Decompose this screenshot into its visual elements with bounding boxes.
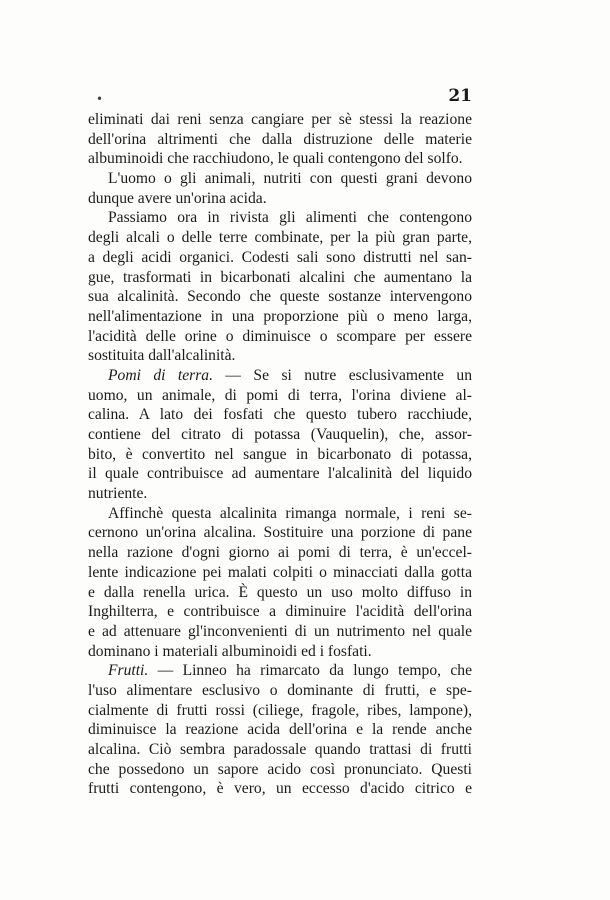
line-text: sostituita dall'alcalinità. (88, 347, 236, 365)
page-number: 21 (448, 86, 472, 106)
text-line (88, 661, 472, 681)
text-line (88, 346, 472, 366)
line-text: nutriente. (88, 485, 148, 503)
line-text: e ad attenuare gl'inconvenienti di un nutrimento nel quale (88, 622, 472, 640)
line-text: Affinchè questa alcalinita rimanga normale, i reni se- (108, 504, 472, 522)
body-text (88, 110, 472, 799)
text-line (88, 543, 472, 563)
text-line (88, 523, 472, 543)
section-heading: Pomi di terra. (108, 366, 213, 384)
text-line (88, 189, 472, 209)
text-line (88, 130, 472, 150)
line-text: frutti contengono, è vero, un eccesso d'acido citrico e (88, 780, 472, 798)
page-mark: • (96, 92, 104, 106)
text-line (88, 602, 472, 622)
line-text: degli alcali o delle terre combinate, per la più gran parte, (88, 229, 472, 247)
section-heading: Frutti. (108, 662, 149, 680)
line-text: nell'alimentazione in una proporzione più o meno larga, (88, 307, 472, 325)
text-line (88, 642, 472, 662)
page-header (88, 86, 472, 108)
line-text: lente indicazione pei malati colpiti o minacciati dalla gotta (88, 563, 472, 581)
text-line (88, 760, 472, 780)
line-text: — Se si nutre esclusivamente un (212, 366, 472, 384)
line-text: nella razione d'ogni giorno ai pomi di terra, è un'eccel- (88, 544, 472, 562)
line-text: cernono un'orina alcalina. Sostituire una porzione di pane (88, 524, 472, 542)
text-line (88, 268, 472, 288)
line-text: il quale contribuisce ad aumentare l'alcalinità del liquido (88, 465, 472, 483)
line-text: e dalla renella urica. È questo un uso molto diffuso in (88, 583, 472, 601)
line-text: eliminati dai reni senza cangiare per sè stessi la reazione (88, 111, 472, 128)
text-line (88, 779, 472, 799)
line-text: bito, è convertito nel sangue in bicarbonato di potassa, (88, 445, 472, 463)
text-line (88, 720, 472, 740)
text-line (88, 445, 472, 465)
text-line (88, 149, 472, 169)
text-line (88, 248, 472, 268)
text-line (88, 110, 472, 130)
text-line (88, 701, 472, 721)
text-line (88, 425, 472, 445)
line-text: albuminoidi che racchiudono, le quali contengono del solfo. (88, 150, 463, 168)
line-text: l'uso alimentare esclusivo o dominante di frutti, e spe- (88, 681, 472, 699)
line-text: calina. A lato dei fosfati che questo tubero racchiude, (88, 406, 472, 424)
line-text: alcalina. Ciò sembra paradossale quando trattasi di frutti (88, 741, 472, 758)
line-text: l'acidità delle orine o diminuisce o scompare per essere (88, 327, 472, 345)
text-line (88, 681, 472, 701)
line-text: a degli acidi organici. Codesti sali sono distrutti nel san- (88, 248, 472, 266)
text-line (88, 504, 472, 524)
text-line (88, 386, 472, 406)
line-text: gue, trasformati in bicarbonati alcalini che aumentano la (88, 268, 472, 286)
text-line (88, 287, 472, 307)
text-line (88, 464, 472, 484)
line-text: L'uomo o gli animali, nutriti con questi grani devono (108, 170, 472, 188)
line-text: diminuisce la reazione acida dell'orina e la rende anche (88, 721, 472, 739)
text-line (88, 307, 472, 327)
line-text: uomo, un animale, di pomi di terra, l'orina diviene al- (88, 386, 472, 404)
text-line (88, 484, 472, 504)
line-text: Inghilterra, e contribuisce a diminuire l'acidità dell'orina (88, 603, 472, 621)
line-text: sua alcalinità. Secondo che queste sostanze intervengono (88, 288, 472, 306)
text-line (88, 208, 472, 228)
text-line (88, 405, 472, 425)
line-text: — Linneo ha rimarcato da lungo tempo, che (148, 662, 472, 680)
text-line (88, 366, 472, 386)
line-text: contiene del citrato di potassa (Vauquelin), che, assor- (88, 426, 472, 443)
line-text: cialmente di frutti rossi (ciliege, fragole, ribes, lampone), (88, 701, 472, 719)
line-text: dell'orina altrimenti che dalla distruzione delle materie (88, 130, 472, 148)
text-line (88, 622, 472, 642)
text-line (88, 228, 472, 248)
text-line (88, 740, 472, 760)
line-text: dominano i materiali albuminoidi ed i fosfati. (88, 642, 372, 660)
line-text: Passiamo ora in rivista gli alimenti che contengono (108, 209, 472, 227)
text-line (88, 169, 472, 189)
line-text: che possedono un sapore acido così pronunciato. Questi (88, 760, 472, 778)
text-line (88, 327, 472, 347)
line-text: dunque avere un'orina acida. (88, 189, 267, 207)
text-line (88, 563, 472, 583)
text-line (88, 583, 472, 603)
